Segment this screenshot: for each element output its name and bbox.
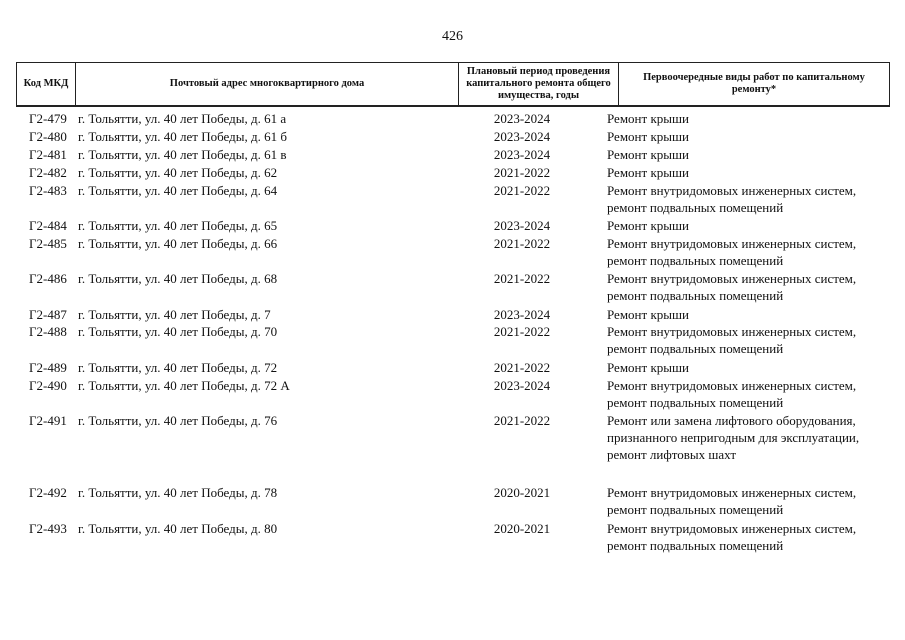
row-code: Г2-484 <box>29 218 67 233</box>
row-period: 2021-2022 <box>493 271 551 286</box>
page-number: 426 <box>442 29 463 44</box>
row-address: г. Тольятти, ул. 40 лет Победы, д. 72 <box>78 360 278 375</box>
row-works: Ремонт внутридомовых инженерных систем, ремонт подвальных помещений <box>607 271 857 303</box>
row-code: Г2-488 <box>29 324 67 339</box>
row-address: г. Тольятти, ул. 40 лет Победы, д. 72 А <box>78 378 290 393</box>
row-period: 2021-2022 <box>493 236 551 251</box>
header-address: Почтовый адрес многоквартирного дома <box>76 63 459 105</box>
row-code: Г2-481 <box>29 147 67 162</box>
row-works: Ремонт крыши <box>607 129 689 144</box>
row-address: г. Тольятти, ул. 40 лет Победы, д. 78 <box>78 485 278 500</box>
header-works: Первоочередные виды работ по капитальному ремонту* <box>643 72 865 95</box>
row-code: Г2-491 <box>29 413 67 428</box>
row-works: Ремонт крыши <box>607 360 689 375</box>
row-works: Ремонт внутридомовых инженерных систем, ремонт подвальных помещений <box>607 236 857 268</box>
row-period: 2021-2022 <box>493 324 551 339</box>
row-address: г. Тольятти, ул. 40 лет Победы, д. 61 а <box>78 111 287 126</box>
row-address: г. Тольятти, ул. 40 лет Победы, д. 61 в <box>78 147 287 162</box>
row-works: Ремонт внутридомовых инженерных систем, ремонт подвальных помещений <box>607 183 857 215</box>
row-period: 2021-2022 <box>493 165 551 180</box>
row-works: Ремонт крыши <box>607 111 689 126</box>
row-code: Г2-479 <box>29 111 67 126</box>
row-works: Ремонт крыши <box>607 147 689 162</box>
row-code: Г2-483 <box>29 183 67 198</box>
row-address: г. Тольятти, ул. 40 лет Победы, д. 7 <box>78 307 271 322</box>
row-code: Г2-490 <box>29 378 67 393</box>
row-period: 2021-2022 <box>493 360 551 375</box>
row-works: Ремонт внутридомовых инженерных систем, ремонт подвальных помещений <box>607 324 857 356</box>
row-period: 2023-2024 <box>493 129 551 144</box>
row-address: г. Тольятти, ул. 40 лет Победы, д. 76 <box>78 413 278 428</box>
row-works: Ремонт внутридомовых инженерных систем, ремонт подвальных помещений <box>607 378 857 410</box>
row-address: г. Тольятти, ул. 40 лет Победы, д. 64 <box>78 183 278 198</box>
row-period: 2023-2024 <box>493 378 551 393</box>
row-code: Г2-489 <box>29 360 67 375</box>
row-address: г. Тольятти, ул. 40 лет Победы, д. 68 <box>78 271 278 286</box>
header-period: Плановый период проведения капитального ремонта общего имущества, годы <box>459 63 619 105</box>
row-period: 2023-2024 <box>493 307 551 322</box>
row-period: 2021-2022 <box>493 183 551 198</box>
row-works: Ремонт крыши <box>607 218 689 233</box>
row-code: Г2-482 <box>29 165 67 180</box>
row-address: г. Тольятти, ул. 40 лет Победы, д. 65 <box>78 218 278 233</box>
row-address: г. Тольятти, ул. 40 лет Победы, д. 66 <box>78 236 278 251</box>
row-address: г. Тольятти, ул. 40 лет Победы, д. 62 <box>78 165 278 180</box>
row-code: Г2-485 <box>29 236 67 251</box>
row-code: Г2-480 <box>29 129 67 144</box>
row-works: Ремонт крыши <box>607 165 689 180</box>
row-code: Г2-492 <box>29 485 67 500</box>
row-period: 2023-2024 <box>493 147 551 162</box>
row-address: г. Тольятти, ул. 40 лет Победы, д. 61 б <box>78 129 287 144</box>
row-period: 2021-2022 <box>493 413 551 428</box>
row-code: Г2-486 <box>29 271 67 286</box>
row-works: Ремонт крыши <box>607 307 689 322</box>
row-period: 2020-2021 <box>493 485 551 500</box>
table-header <box>16 62 890 107</box>
row-address: г. Тольятти, ул. 40 лет Победы, д. 80 <box>78 521 278 536</box>
row-period: 2020-2021 <box>493 521 551 536</box>
row-works: Ремонт внутридомовых инженерных систем, ремонт подвальных помещений <box>607 485 857 517</box>
header-code: Код МКД <box>17 63 76 105</box>
row-works: Ремонт внутридомовых инженерных систем, ремонт подвальных помещений <box>607 521 857 553</box>
row-code: Г2-493 <box>29 521 67 536</box>
row-works: Ремонт или замена лифтового оборудования, признанного непригодным для эксплуатации, ремонт лифтовых шахт <box>607 413 860 462</box>
row-period: 2023-2024 <box>493 111 551 126</box>
row-address: г. Тольятти, ул. 40 лет Победы, д. 70 <box>78 324 278 339</box>
row-code: Г2-487 <box>29 307 67 322</box>
row-period: 2023-2024 <box>493 218 551 233</box>
